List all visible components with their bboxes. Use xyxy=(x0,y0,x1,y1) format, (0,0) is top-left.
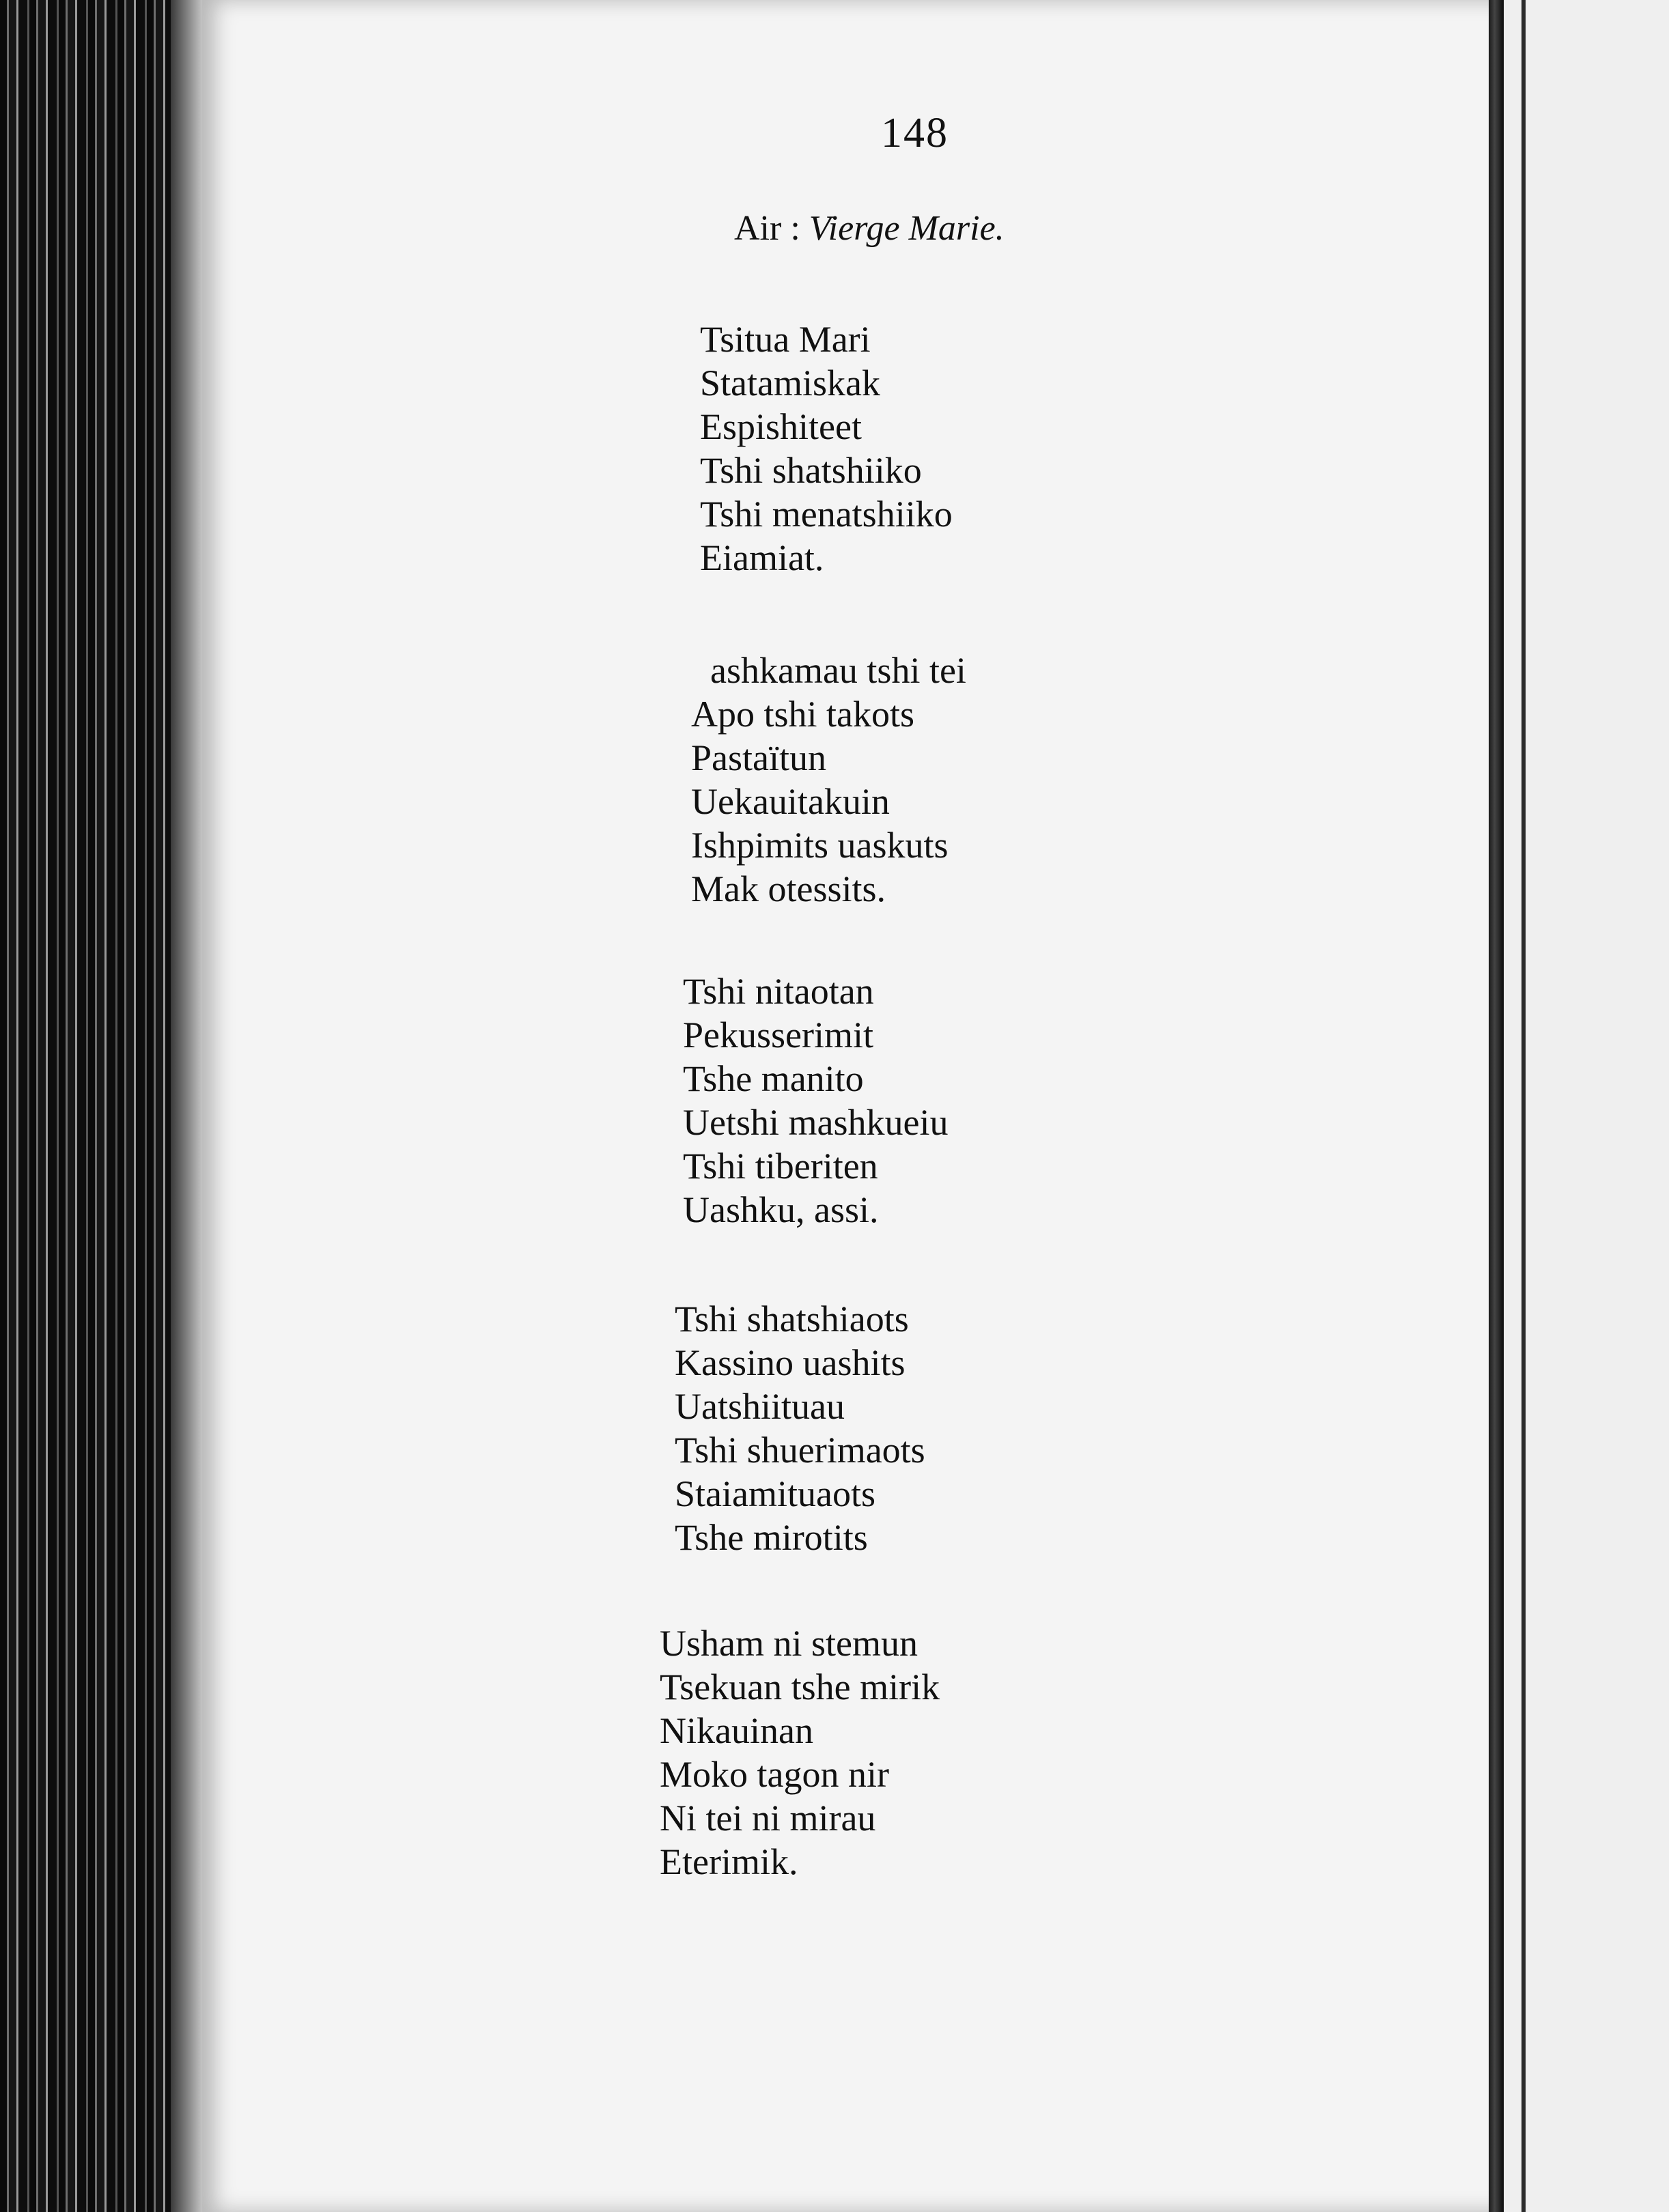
verse-line: Tsitua Mari xyxy=(700,319,871,360)
verse-line: Tshi shatshiaots xyxy=(675,1299,909,1339)
air-heading xyxy=(734,208,1005,249)
page-number: 148 xyxy=(881,110,949,156)
stanza-1 xyxy=(700,317,953,580)
air-title: Vierge Marie. xyxy=(809,209,1005,248)
verse-line: Pastaïtun xyxy=(691,737,826,778)
facing-page-border xyxy=(1521,0,1526,2212)
verse-line: Tshe manito xyxy=(683,1058,864,1099)
verse-line: Uetshi mashkueiu xyxy=(683,1102,949,1143)
verse-line: Tshi shatshiiko xyxy=(700,450,922,491)
verse-line: Apo tshi takots xyxy=(691,694,915,735)
verse-line: Uekauitakuin xyxy=(691,781,890,822)
verse-line: Pekusserimit xyxy=(683,1015,873,1055)
facing-page-strip xyxy=(1504,0,1669,2212)
verse-line: Tshi nitaotan xyxy=(683,971,874,1012)
verse-line: Nikauinan xyxy=(660,1710,813,1751)
verse-line: Eiamiat. xyxy=(700,537,824,578)
verse-line: Mak otessits. xyxy=(691,868,886,909)
gutter-shadow xyxy=(171,0,205,2212)
verse-line: Kassino uashits xyxy=(675,1342,906,1383)
verse-line: ashkamau tshi tei xyxy=(710,650,966,691)
stanza-4 xyxy=(675,1297,925,1559)
verse-line: Uashku, assi. xyxy=(683,1189,879,1230)
verse-line: Tshi menatshiiko xyxy=(700,494,953,535)
verse-line: Tshe mirotits xyxy=(675,1517,868,1558)
stanza-3 xyxy=(683,969,948,1232)
verse-line: Tsekuan tshe mirik xyxy=(660,1667,940,1707)
stanza-2 xyxy=(691,649,966,911)
verse-line: Tshi tiberiten xyxy=(683,1146,878,1187)
page-right-edge xyxy=(1489,0,1504,2212)
verse-line: Tshi shuerimaots xyxy=(675,1430,925,1471)
air-label: Air : xyxy=(734,209,800,248)
verse-line: Statamiskak xyxy=(700,363,880,403)
verse-line: Usham ni stemun xyxy=(660,1623,918,1664)
verse-line: Espishiteet xyxy=(700,406,862,447)
verse-line: Ni tei ni mirau xyxy=(660,1798,876,1839)
verse-line: Staiamituaots xyxy=(675,1473,875,1514)
verse-line: Ishpimits uaskuts xyxy=(691,825,949,866)
stanza-5 xyxy=(660,1621,940,1884)
verse-line: Eterimik. xyxy=(660,1841,798,1882)
verse-line: Moko tagon nir xyxy=(660,1754,889,1795)
verse-line: Uatshiituau xyxy=(675,1386,845,1427)
